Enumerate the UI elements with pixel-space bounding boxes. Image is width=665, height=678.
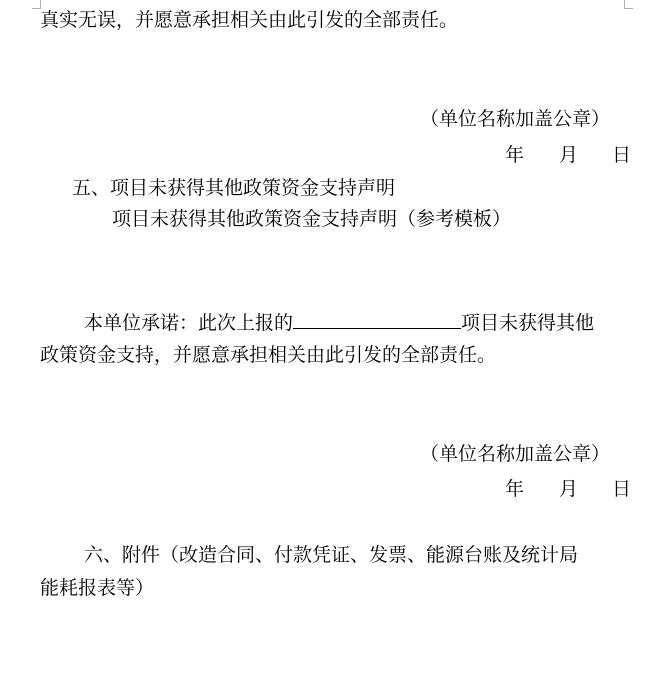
date-year-label: 年 [505,144,525,166]
date-line-1 [0,143,665,167]
section-6-continuation: 能耗报表等） [40,577,155,599]
date-day-label: 日 [612,478,632,500]
date-day-label: 日 [612,144,632,166]
section-5-heading: 五、项目未获得其他政策资金支持声明 [72,177,396,199]
section-6-heading: 六、附件（改造合同、付款凭证、发票、能源台账及统计局 [84,544,579,566]
date-month-label: 月 [559,144,579,166]
date-line-2 [0,477,665,501]
pledge-line-2: 政策资金支持，并愿意承担相关由此引发的全部责任。 [40,344,497,366]
pledge-prefix: 本单位承诺：此次上报的 [84,312,294,334]
date-month-label: 月 [559,478,579,500]
seal-placeholder-2: （单位名称加盖公章） [420,443,611,465]
paragraph-continuation: 真实无误，并愿意承担相关由此引发的全部责任。 [40,9,459,31]
pledge-suffix: 项目未获得其他 [461,312,595,334]
pledge-line-1 [84,308,594,335]
project-name-blank[interactable] [293,308,461,329]
date-year-label: 年 [505,478,525,500]
section-5-subtitle: 项目未获得其他政策资金支持声明（参考模板） [112,208,512,230]
seal-placeholder-1: （单位名称加盖公章） [420,108,611,130]
margin-corner-mark-right [624,0,633,9]
